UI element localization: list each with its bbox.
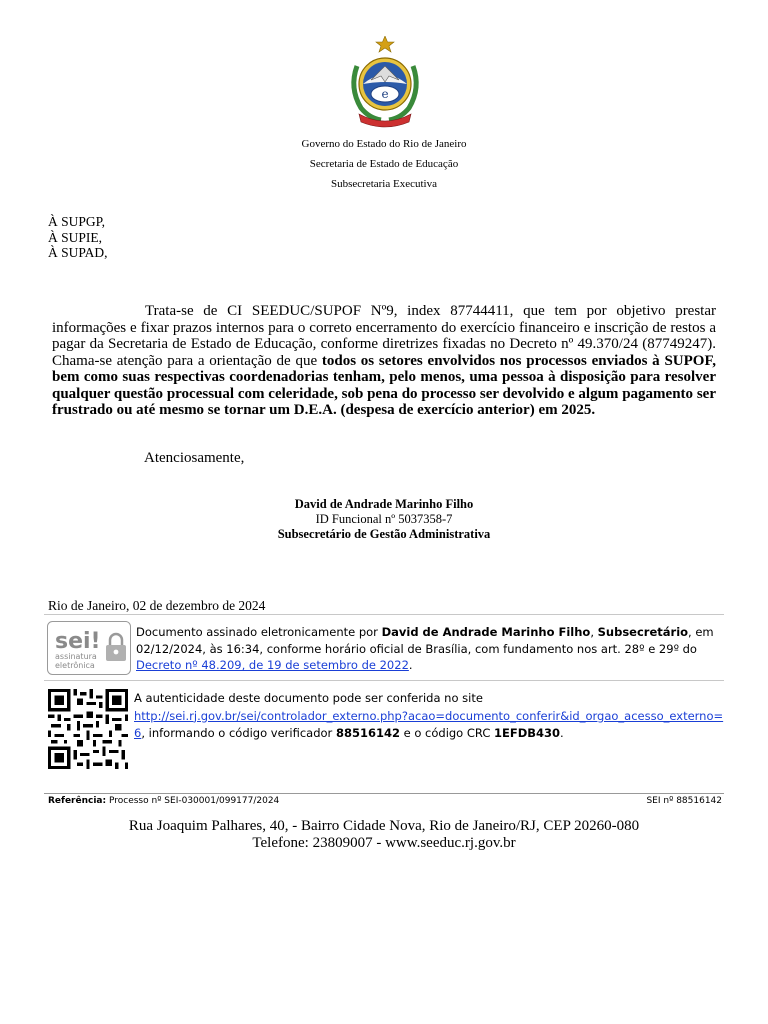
signer-role: Subsecretário de Gestão Administrativa <box>277 527 491 541</box>
body-bold-text: todos os setores envolvidos nos processos enviados à SUPOF, bem como suas respectivas coordenadorias tenham, pelo menos, uma pessoa à disposição para resolver qualquer questão processual com celeridade, sob pena do processo ser devolvido e algum pagamento ser frustrado ou até mesmo se tornar um D.E.A. (despesa de exercício anterior) em 2025. <box>52 352 716 418</box>
signer-id: ID Funcional nº 5037358-7 <box>315 512 453 526</box>
recipient-supgp: À SUPGP, <box>48 214 106 229</box>
body-normal-text: Trata-se de CI SEEDUC/SUPOF Nº9, index 87744411, que tem por objetivo prestar informações e fixar prazos internos para o correto encerramento do exercício financeiro e inscrição de restos a pagar da Secretaria de Estado de Educação, conforme diretrizes fixadas no Decreto nº 49.370/24 (87749247). Chama-se atenção para a orientação de que <box>52 303 716 369</box>
signature-signer-role: Subsecretário <box>597 625 689 639</box>
sei-logo-caption-2: eletrônica <box>55 661 95 670</box>
sei-logo-caption-1: assinatura <box>55 652 97 661</box>
recipients-list <box>48 214 108 261</box>
signature-signer-name: David de Andrade Marinho Filho <box>381 625 591 639</box>
verifier-code: 88516142 <box>335 726 400 740</box>
rio-de-janeiro-coat-of-arms-icon <box>343 36 427 130</box>
closing-salutation: Atenciosamente, <box>144 450 245 466</box>
sei-electronic-signature-logo <box>47 621 131 675</box>
body-paragraph <box>52 303 716 419</box>
signature-text-part: Documento assinado eletronicamente por <box>136 625 382 639</box>
recipient-supad: À SUPAD, <box>48 245 108 260</box>
decree-link[interactable]: Decreto nº 48.209, de 19 de setembro de 2022 <box>136 658 409 672</box>
qr-code-icon <box>48 689 128 769</box>
authenticity-text-part: A autenticidade deste documento pode ser conferida no site <box>134 691 483 705</box>
authenticity-text-part: e o código CRC <box>399 726 495 740</box>
signer-name: David de Andrade Marinho Filho <box>294 497 474 511</box>
verification-link[interactable]: http://sei.rj.gov.br/sei/controlador_externo.php?acao=documento_conferir&id_orgao_acesso_externo=6 <box>134 708 724 740</box>
sei-logo-text: sei! <box>55 629 101 654</box>
subsecretariat-name: Subsecretaria Executiva <box>331 178 437 190</box>
authenticity-text-part: . <box>560 726 564 740</box>
svg-text:e: e <box>381 87 389 101</box>
divider <box>44 614 724 615</box>
signature-text-part: . <box>408 658 413 672</box>
authenticity-text-part: , informando o código verificador <box>141 726 336 740</box>
footer-contact: Telefone: 23809007 - www.seeduc.rj.gov.br <box>252 835 516 851</box>
signature-text <box>136 624 724 674</box>
government-name: Governo do Estado do Rio de Janeiro <box>301 138 467 150</box>
process-number: Processo nº SEI-030001/099177/2024 <box>108 796 280 806</box>
secretariat-name: Secretaria de Estado de Educação <box>309 158 459 170</box>
authenticity-text <box>134 690 724 743</box>
divider <box>44 680 724 681</box>
footer-address: Rua Joaquim Palhares, 40, - Bairro Cidade Nova, Rio de Janeiro/RJ, CEP 20260-080 <box>128 818 640 834</box>
reference-process <box>48 796 279 806</box>
reference-label: Referência: <box>48 796 107 806</box>
signature-text-part: , <box>590 625 598 639</box>
crc-code: 1EFDB430 <box>494 726 561 740</box>
divider <box>44 793 724 794</box>
recipient-supie: À SUPIE, <box>48 229 103 245</box>
place-date: Rio de Janeiro, 02 de dezembro de 2024 <box>48 598 266 613</box>
sei-document-number: SEI nº 88516142 <box>646 796 722 806</box>
signature-text-part: , em 02/12/2024, às 16:34, conforme horário oficial de Brasília, com fundamento nos art. 28º e 29º do <box>136 625 714 656</box>
